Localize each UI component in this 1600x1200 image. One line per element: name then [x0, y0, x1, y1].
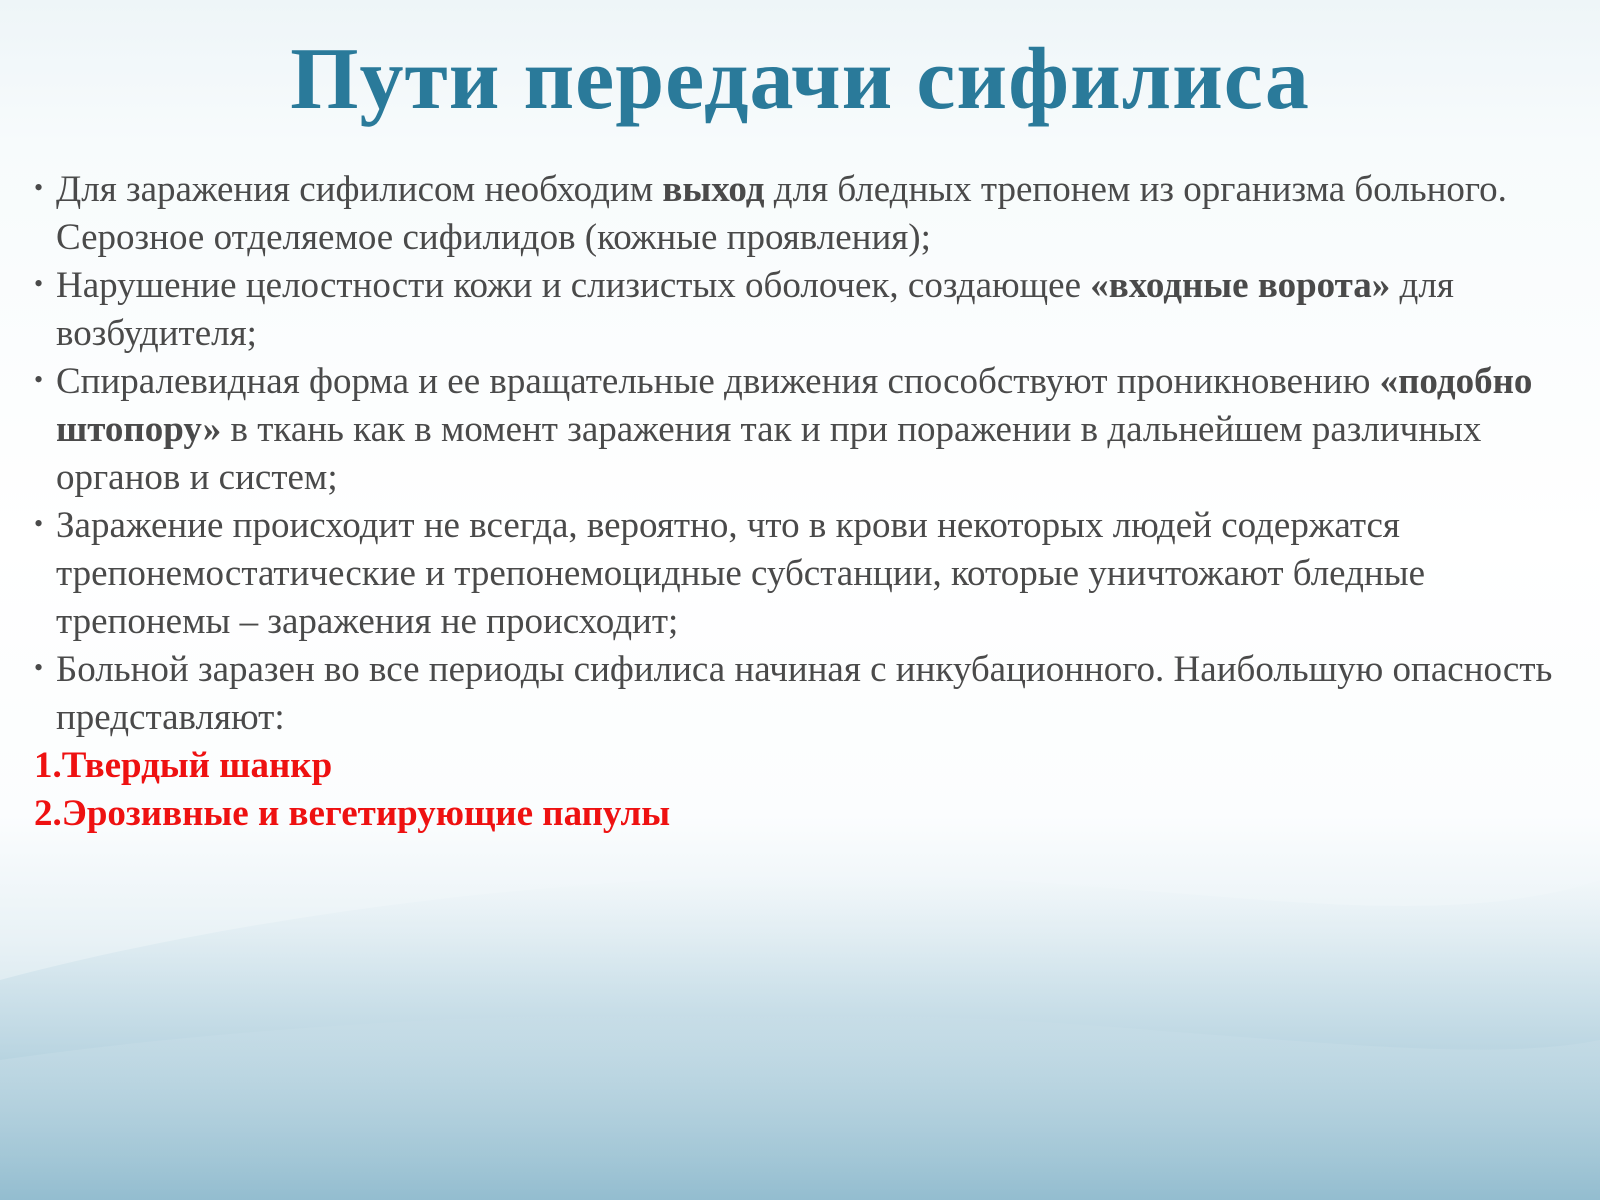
bullet-text: для бледных трепонем из организма больного. Серозное отделяемое сифилидов (кожные проявления);: [56, 169, 1507, 258]
slide-content: [34, 166, 1584, 838]
bullet-text: для возбудителя;: [56, 265, 1454, 354]
bullet-text: Для заражения сифилисом необходим: [56, 169, 663, 210]
bullet-text: Нарушение целостности кожи и слизистых оболочек, создающее: [56, 265, 1091, 306]
bullet-item: [34, 502, 1584, 646]
danger-list: [34, 742, 1584, 838]
bullet-dot-icon: •: [34, 269, 44, 298]
bullet-item: [34, 166, 1584, 262]
bullet-dot-icon: •: [34, 653, 44, 682]
slide-title: Пути передачи сифилиса: [290, 31, 1310, 128]
bullet-text: в ткань как в момент заражения так и при поражении в дальнейшем различных органов и систем;: [56, 409, 1482, 498]
bullet-list: [34, 166, 1584, 742]
bullet-emphasis: «подобно штопору»: [56, 361, 1533, 450]
bullet-item: [34, 646, 1584, 742]
bullet-emphasis: «входные ворота»: [1090, 265, 1391, 306]
bullet-item: [34, 358, 1584, 502]
bullet-item: [34, 262, 1584, 358]
bullet-text: Заражение происходит не всегда, вероятно, что в крови некоторых людей содержатся трепонемостатические и трепонемоцидные субстанции, которые уничтожают бледные трепонемы – заражения не происходит;: [56, 505, 1425, 642]
bullet-text: Больной заразен во все периоды сифилиса начиная с инкубационного. Наибольшую опасность представляют:: [56, 649, 1553, 738]
bullet-dot-icon: •: [34, 365, 44, 394]
bullet-emphasis: выход: [662, 169, 765, 210]
bullet-text: Спиралевидная форма и ее вращательные движения способствуют проникновению: [56, 361, 1380, 402]
danger-item: 2.Эрозивные и вегетирующие папулы: [34, 793, 671, 834]
bullet-dot-icon: •: [34, 509, 44, 538]
bullet-dot-icon: •: [34, 173, 44, 202]
danger-item: 1.Твердый шанкр: [34, 745, 333, 786]
